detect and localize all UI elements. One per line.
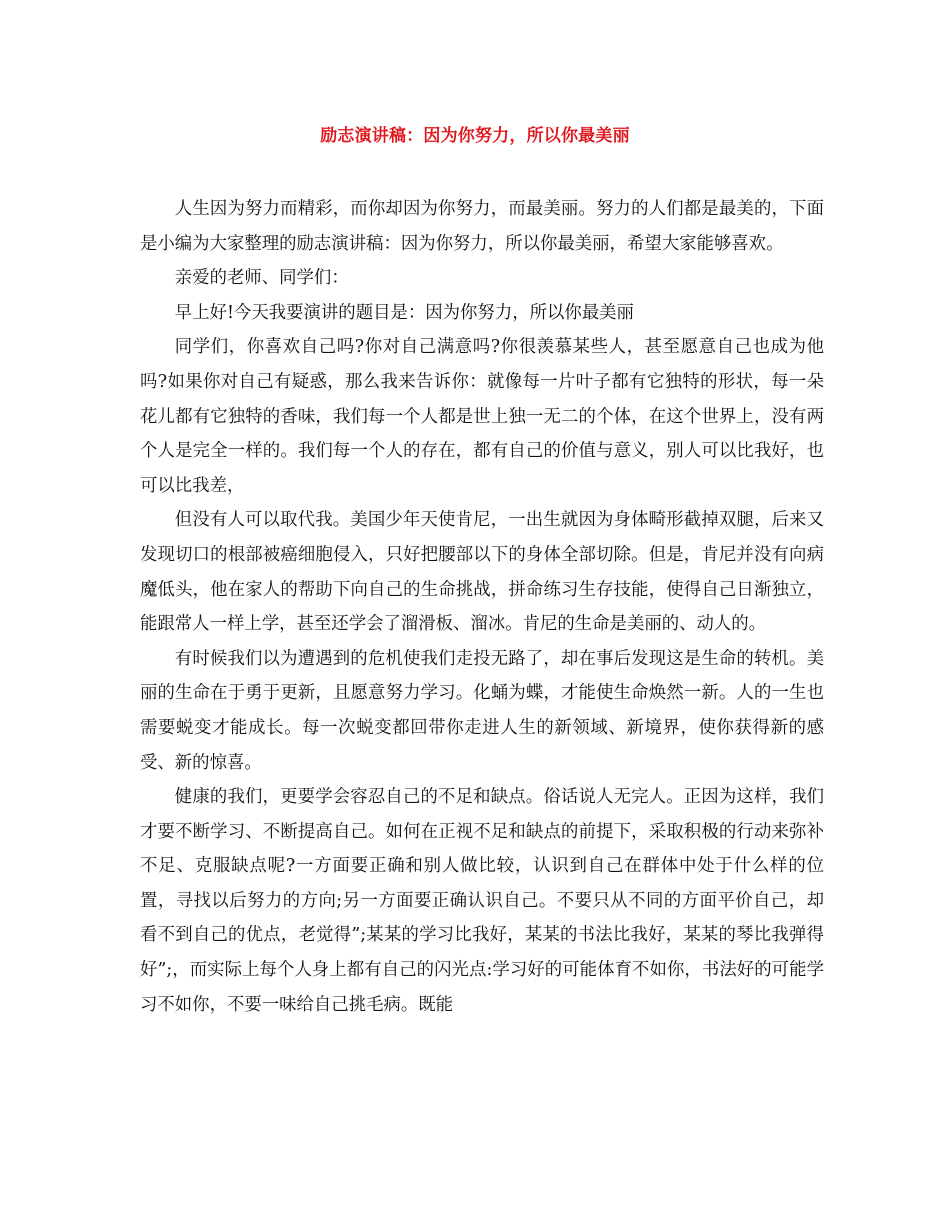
paragraph-self-acceptance: 健康的我们，更要学会容忍自己的不足和缺点。俗话说人无完人。正因为这样，我们才要不断学习、不断提高自己。如何在正视不足和缺点的前提下，采取积极的行动来弥补不足、克服缺点呢?一方面要正确和别人做比较，认识到自己在群体中处于什么样的位置，寻找以后努力的方向;另一方面要正确认识自己。不要只从不同的方面平价自己，却看不到自己的优点，老觉得”;某某的学习比我好，某某的书法比我好，某某的琴比我弹得好”;，而实际上每个人身上都有自己的闪光点:学习好的可能体育不如你，书法好的可能学习不如你，不要一味给自己挑毛病。既能 [140, 787, 824, 1015]
document-body [140, 192, 824, 1022]
paragraph-uniqueness: 同学们，你喜欢自己吗?你对自己满意吗?你很羡慕某些人，甚至愿意自己也成为他吗?如果你对自己有疑惑，那么我来告诉你：就像每一片叶子都有它独特的形状，每一朵花儿都有它独特的香味，我们每一个人都是世上独一无二的个体，在这个世界上，没有两个人是完全一样的。我们每一个人的存在，都有自己的价值与意义，别人可以比我好，也可以比我差， [140, 337, 824, 496]
paragraph-intro: 人生因为努力而精彩，而你却因为你努力，而最美丽。努力的人们都是最美的，下面是小编为大家整理的励志演讲稿：因为你努力，所以你最美丽，希望大家能够喜欢。 [140, 199, 824, 254]
paragraph-kenny-story: 但没有人可以取代我。美国少年天使肯尼，一出生就因为身体畸形截掉双腿，后来又发现切口的根部被癌细胞侵入，只好把腰部以下的身体全部切除。但是，肯尼并没有向病魔低头，他在家人的帮助下向自己的生命挑战，拼命练习生存技能，使得自己日渐独立，能跟常人一样上学，甚至还学会了溜滑板、溜冰。肯尼的生命是美丽的、动人的。 [140, 510, 824, 635]
paragraph-transformation: 有时候我们以为遭遇到的危机使我们走投无路了，却在事后发现这是生命的转机。美丽的生命在于勇于更新，且愿意努力学习。化蛹为蝶，才能使生命焕然一新。人的一生也需要蜕变才能成长。每一次蜕变都回带你走进人生的新领域、新境界，使你获得新的感受、新的惊喜。 [140, 648, 824, 773]
paragraph-salutation: 亲爱的老师、同学们： [174, 268, 349, 289]
paragraph-greeting: 早上好!今天我要演讲的题目是：因为你努力，所以你最美丽 [174, 302, 634, 323]
document-title: 励志演讲稿：因为你努力，所以你最美丽 [320, 126, 630, 146]
